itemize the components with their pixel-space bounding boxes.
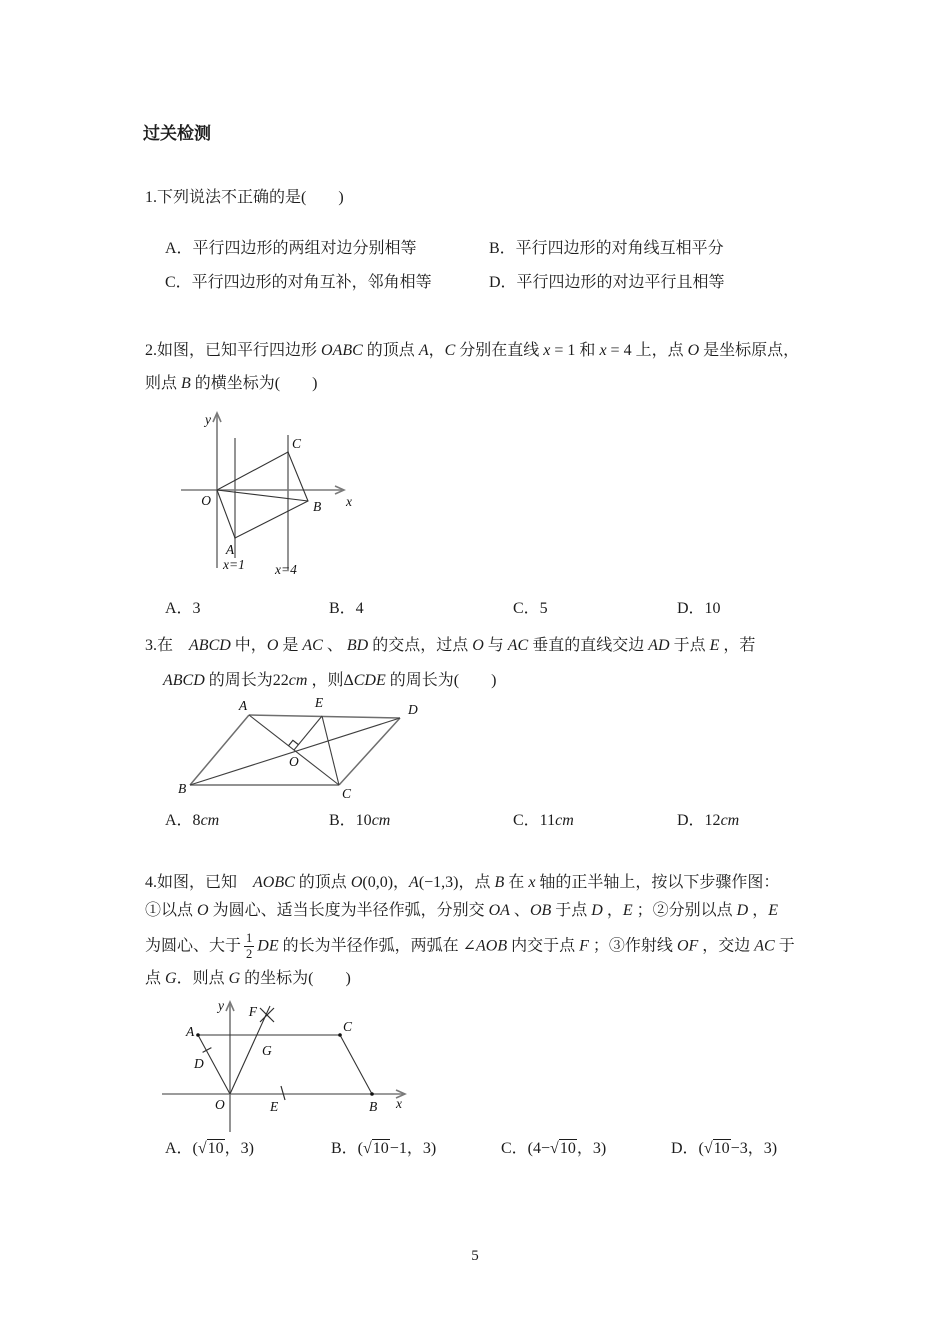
q4-label-b: B (369, 1099, 378, 1114)
q2-option-d: D．10 (677, 600, 721, 617)
q3-figure (168, 692, 433, 810)
q3-label-b: B (178, 781, 187, 796)
q4-stem-line-2: ①以点 O 为圆心、适当长度为半径作弧，分别交 OA 、OB 于点 D ，E ；②分别以点 D ，E (145, 902, 779, 919)
q4-label-x: x (396, 1096, 402, 1111)
q4-option-b: B．(√10−1，3) (331, 1140, 437, 1157)
q4-point-c-dot (338, 1033, 342, 1037)
q4-option-c: C．(4−√10，3) (501, 1140, 607, 1157)
q3-stem-line-2: ABCD 的周长为22cm ，则ΔCDE 的周长为( ) (163, 672, 497, 689)
q4-label-f: F (248, 1004, 257, 1019)
page-number: 5 (471, 1248, 479, 1264)
q3-label-o: O (289, 754, 299, 769)
q4-option-d: D．(√10−3，3) (671, 1140, 778, 1157)
q2-label-b: B (313, 499, 322, 514)
q1-options-row-1 (165, 239, 724, 258)
q1-option-a: A．平行四边形的两组对边分别相等 (165, 240, 417, 257)
q3-label-a: A (238, 698, 248, 713)
q4-label-y: y (218, 998, 224, 1013)
q4-point-b-dot (370, 1092, 374, 1096)
q1-option-b: B．平行四边形的对角线互相平分 (489, 240, 724, 257)
q3-stem-line-1: 3.在 ABCD 中，O 是 AC 、 BD 的交点，过点 O 与 AC 垂直的直线交边 AD 于点 E ，若 (145, 637, 756, 654)
q4-stem-line-4: 点 G．则点 G 的坐标为( ) (145, 970, 351, 987)
q3-segment-eo (294, 716, 322, 750)
q2-diagonal-ob (217, 490, 308, 501)
q3-option-d: D．12cm (677, 812, 740, 829)
q3-right-angle-icon (289, 740, 299, 745)
q3-label-d: D (408, 702, 418, 717)
q1-stem: 1.下列说法不正确的是( ) (145, 189, 344, 206)
q1-options-row-2 (165, 273, 725, 292)
q2-label-x: x (346, 494, 352, 509)
q1-option-d: D．平行四边形的对边平行且相等 (489, 274, 725, 291)
q4-label-e: E (270, 1099, 279, 1114)
q2-stem-line-1: 2.如图，已知平行四边形 OABC 的顶点 A，C 分别在直线 x = 1 和 x = 4 上，点 O 是坐标原点， (145, 342, 800, 359)
q3-segment-ec (322, 716, 339, 785)
q2-label-c: C (292, 436, 302, 451)
q4-figure (158, 996, 416, 1138)
q2-label-x1: x=1 (223, 557, 245, 572)
q3-option-a: A．8cm (165, 812, 220, 829)
q4-point-a-dot (196, 1033, 200, 1037)
q3-side-ab (190, 715, 249, 785)
q4-label-o: O (215, 1097, 225, 1112)
q4-stem-line-3: 为圆心、大于 $\frac{1}{2}$ DE 的长为半径作弧，两弧在 ∠AOB 内交于点 F ；③作射线 OF ，交边 AC 于 (145, 931, 795, 961)
q3-side-ad (249, 715, 400, 718)
q4-label-g: G (262, 1043, 272, 1058)
q2-label-o: O (201, 493, 211, 508)
q2-figure (175, 408, 365, 580)
q3-label-e: E (314, 695, 324, 710)
q2-label-a: A (225, 542, 235, 557)
q4-label-d: D (194, 1056, 204, 1071)
page-title: 过关检测 (143, 124, 211, 143)
q2-options-row (165, 599, 721, 618)
q1-option-c: C．平行四边形的对角互补，邻角相等 (165, 274, 432, 291)
q4-stem-line-1: 4.如图，已知 AOBC 的顶点 O(0,0)，A(−1,3)，点 B 在 x 轴的正半轴上，按以下步骤作图： (145, 874, 780, 891)
q2-stem-line-2: 则点 B 的横坐标为( ) (145, 375, 318, 392)
q3-option-b: B．10cm (329, 812, 391, 829)
q4-label-c: C (343, 1019, 353, 1034)
q2-option-b: B．4 (329, 600, 364, 617)
q2-option-a: A．3 (165, 600, 201, 617)
q3-label-c: C (342, 786, 352, 801)
q4-option-a: A．(√10，3) (165, 1140, 255, 1157)
q4-tick-e-icon (281, 1086, 285, 1100)
q4-label-a: A (186, 1024, 195, 1039)
q3-options-row (165, 811, 739, 830)
q2-label-y: y (205, 412, 211, 427)
q4-options-row (165, 1139, 777, 1158)
q2-option-c: C．5 (513, 600, 548, 617)
q2-label-x4: x=4 (275, 562, 297, 577)
q4-segment-cb (340, 1035, 372, 1094)
q3-option-c: C．11cm (513, 812, 574, 829)
